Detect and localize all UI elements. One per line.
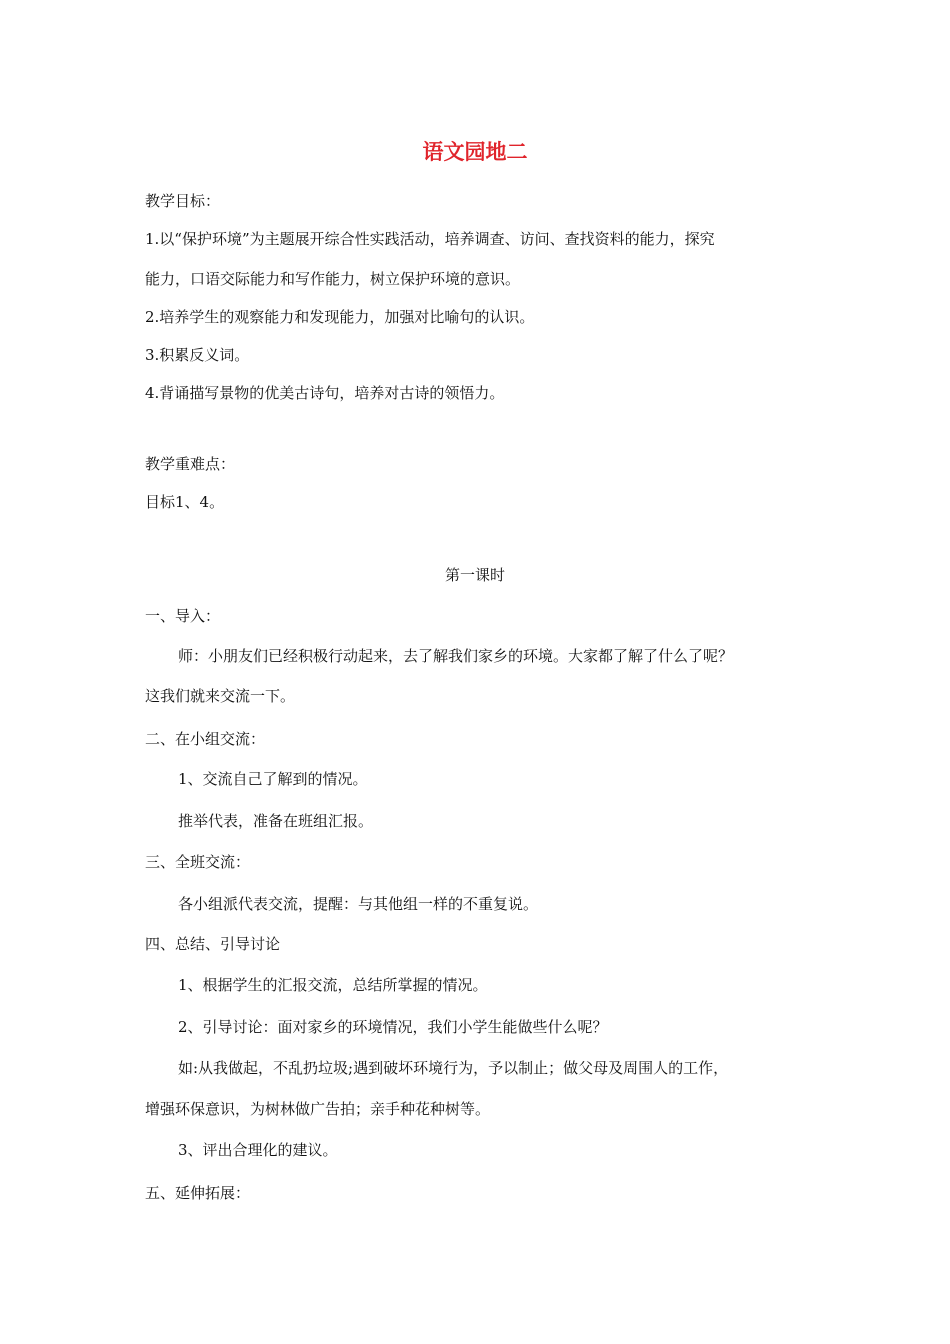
summary-example-line-1: 如:从我做起，不乱扔垃圾;遇到破坏环境行为，予以制止；做父母及周围人的工作， xyxy=(178,1059,729,1077)
goal-1-line-2: 能力，口语交际能力和写作能力，树立保护环境的意识。 xyxy=(145,270,521,288)
heading-class-exchange: 三、全班交流： xyxy=(145,853,251,871)
heading-key-points: 教学重难点： xyxy=(145,455,236,473)
goal-2: 2.培养学生的观察能力和发现能力，加强对比喻句的认识。 xyxy=(145,308,535,326)
summary-3: 3、评出合理化的建议。 xyxy=(178,1141,338,1159)
class-exchange-text: 各小组派代表交流，提醒：与其他组一样的不重复说。 xyxy=(178,895,539,913)
heading-summary: 四、总结、引导讨论 xyxy=(145,935,281,953)
key-points-text: 目标1、4。 xyxy=(145,493,225,511)
heading-intro: 一、导入： xyxy=(145,607,221,625)
page-title: 语文园地二 xyxy=(422,139,528,164)
intro-line-2: 这我们就来交流一下。 xyxy=(145,687,296,705)
summary-2: 2、引导讨论：面对家乡的环境情况，我们小学生能做些什么呢？ xyxy=(178,1018,608,1036)
goal-1-line-1: 1.以“保护环境”为主题展开综合性实践活动，培养调查、访问、查找资料的能力，探究 xyxy=(145,230,715,248)
goal-4: 4.背诵描写景物的优美古诗句，培养对古诗的领悟力。 xyxy=(145,384,505,402)
heading-group-exchange: 二、在小组交流： xyxy=(145,730,266,748)
summary-example-line-2: 增强环保意识，为树林做广告拍；亲手种花种树等。 xyxy=(145,1100,491,1118)
summary-1: 1、根据学生的汇报交流，总结所掌握的情况。 xyxy=(178,976,488,994)
section-title-first-lesson: 第一课时 xyxy=(444,566,505,584)
heading-teaching-goals: 教学目标： xyxy=(145,192,221,210)
group-exchange-1: 1、交流自己了解到的情况。 xyxy=(178,770,368,788)
heading-extension: 五、延伸拓展： xyxy=(145,1184,251,1202)
goal-3: 3.积累反义词。 xyxy=(145,346,250,364)
group-exchange-2: 推举代表，准备在班组汇报。 xyxy=(178,812,374,830)
intro-line-1: 师：小朋友们已经积极行动起来，去了解我们家乡的环境。大家都了解了什么了呢？ xyxy=(178,647,734,665)
